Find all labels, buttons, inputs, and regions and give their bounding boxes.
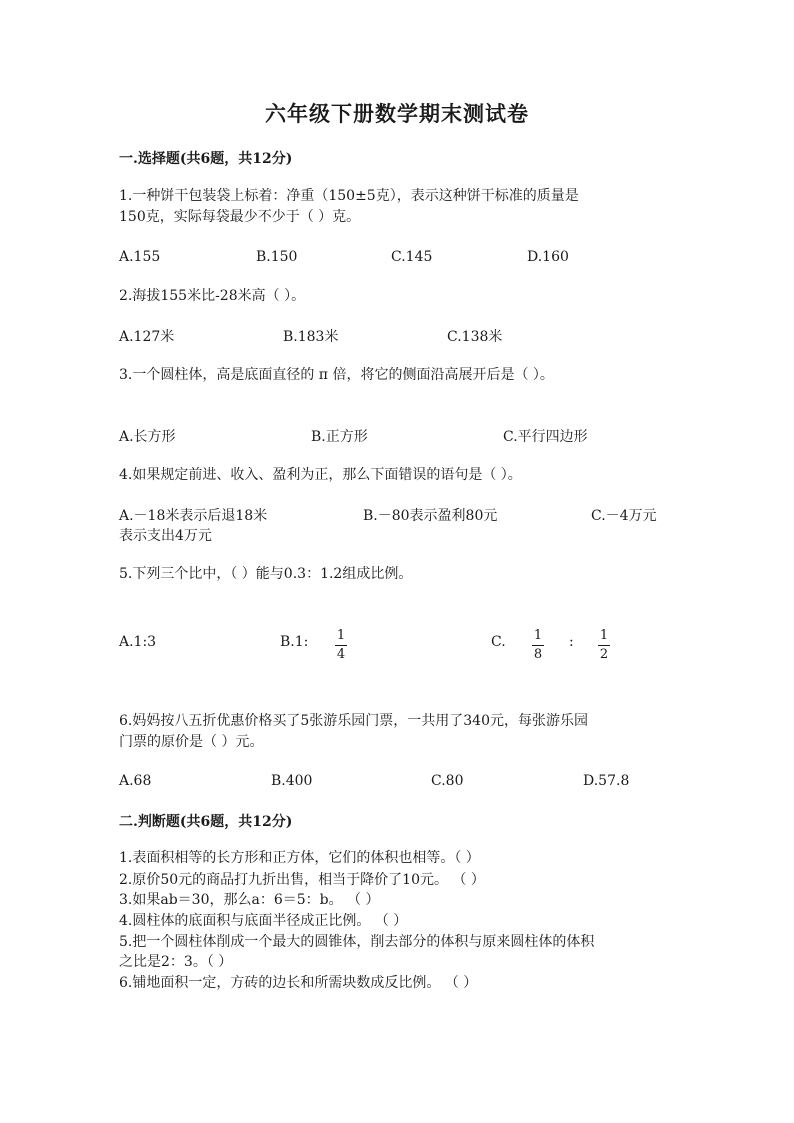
fraction-denominator: 4: [336, 647, 346, 662]
question-6-line-1: 6.妈妈按八五折优惠价格买了5张游乐园门票，一共用了340元，每张游乐园: [119, 713, 588, 729]
q5-option-b-fraction: [335, 628, 347, 662]
q5-option-c-colon: :: [569, 634, 574, 650]
page-title: 六年级下册数学期末测试卷: [265, 101, 529, 126]
question-3: 3.一个圆柱体，高是底面直径的 π 倍，将它的侧面沿高展开后是（ ）。: [119, 367, 554, 383]
q2-option-c[interactable]: C.138米: [447, 329, 503, 345]
question-1-line-2: 150克，实际每袋最少不少于（ ）克。: [119, 209, 361, 225]
judge-item-4: 4.圆柱体的底面积与底面半径成正比例。 （ ）: [119, 913, 408, 929]
q4-option-c-wrap: 表示支出4万元: [119, 528, 212, 544]
fraction-bar: [532, 645, 544, 646]
q6-option-b[interactable]: B.400: [271, 773, 313, 789]
q1-option-d[interactable]: D.160: [527, 249, 569, 265]
fraction-denominator: 8: [533, 647, 543, 662]
fraction-bar: [598, 645, 610, 646]
question-2: 2.海拔155米比-28米高（ ）。: [119, 288, 306, 304]
fraction-numerator: 1: [599, 628, 609, 643]
q5-option-c-fraction-1: [532, 628, 544, 662]
q5-option-c-fraction-2: [598, 628, 610, 662]
question-6-line-2: 门票的原价是（ ）元。: [119, 734, 264, 750]
q1-option-b[interactable]: B.150: [256, 249, 298, 265]
q4-option-c[interactable]: C.－4万元: [591, 508, 657, 524]
question-1-line-1: 1.一种饼干包装袋上标着：净重（150±5克），表示这种饼干标准的质量是: [119, 188, 579, 204]
q5-option-a[interactable]: A.1:3: [119, 634, 157, 650]
q4-option-a[interactable]: A.－18米表示后退18米: [119, 508, 268, 524]
judge-item-6: 6.铺地面积一定，方砖的边长和所需块数成反比例。 （ ）: [119, 975, 478, 991]
fraction-bar: [335, 645, 347, 646]
section-heading-judge: 二.判断题(共6题，共12分): [119, 814, 293, 830]
judge-item-2: 2.原价50元的商品打九折出售，相当于降价了10元。 （ ）: [119, 872, 485, 888]
q2-option-b[interactable]: B.183米: [283, 329, 339, 345]
q6-option-c[interactable]: C.80: [431, 773, 464, 789]
q6-option-d[interactable]: D.57.8: [583, 773, 630, 789]
q1-option-c[interactable]: C.145: [391, 249, 433, 265]
judge-item-5-line-1: 5.把一个圆柱体削成一个最大的圆锥体，削去部分的体积与原来圆柱体的体积: [119, 934, 595, 950]
q3-option-c[interactable]: C.平行四边形: [503, 429, 588, 445]
question-5: 5.下列三个比中，（ ）能与0.3：1.2组成比例。: [119, 566, 413, 582]
q3-option-a[interactable]: A.长方形: [119, 429, 176, 445]
q6-option-a[interactable]: A.68: [119, 773, 152, 789]
fraction-numerator: 1: [533, 628, 543, 643]
judge-item-5-line-2: 之比是2：3。（ ）: [119, 954, 233, 970]
fraction-denominator: 2: [599, 647, 609, 662]
q1-option-a[interactable]: A.155: [119, 249, 161, 265]
q4-option-b[interactable]: B.－80表示盈利80元: [363, 508, 498, 524]
q2-option-a[interactable]: A.127米: [119, 329, 175, 345]
judge-item-1: 1.表面积相等的长方形和正方体，它们的体积也相等。（ ）: [119, 850, 480, 866]
section-heading-choice: 一.选择题(共6题，共12分): [119, 151, 293, 167]
judge-item-3: 3.如果ab＝30，那么a：6＝5：b。 （ ）: [119, 892, 380, 908]
q3-option-b[interactable]: B.正方形: [311, 429, 368, 445]
q5-option-c[interactable]: C.: [491, 634, 506, 650]
fraction-numerator: 1: [336, 628, 346, 643]
q5-option-b[interactable]: B.1:: [280, 634, 309, 650]
question-4: 4.如果规定前进、收入、盈利为正，那么下面错误的语句是（ ）。: [119, 467, 522, 483]
